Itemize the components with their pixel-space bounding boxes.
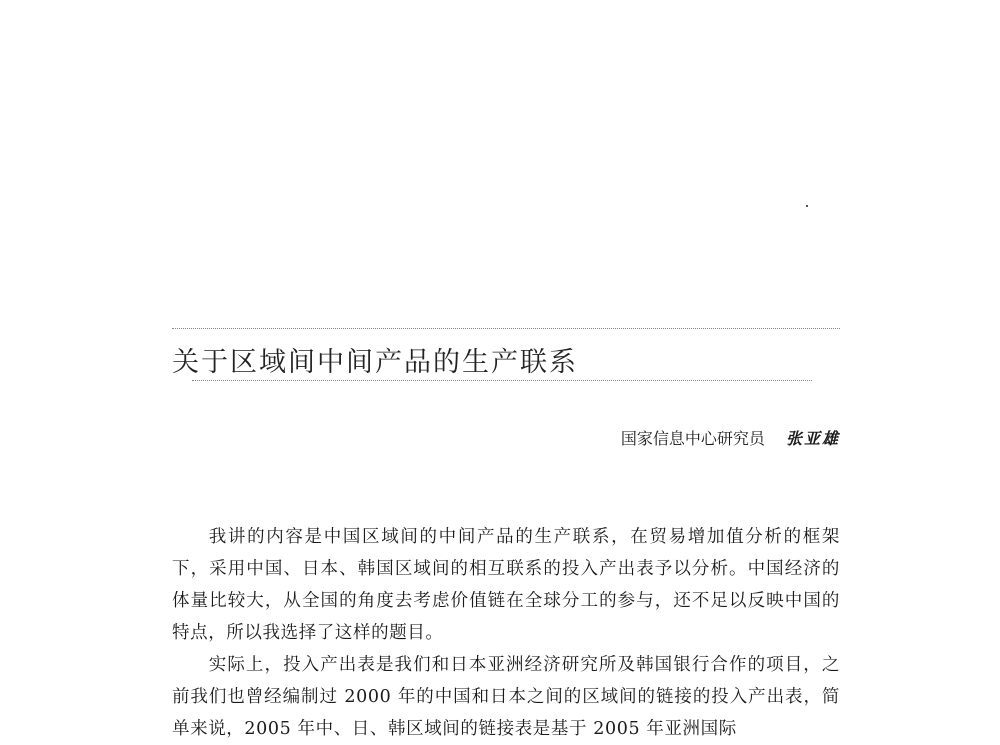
author-affiliation: 国家信息中心研究员	[620, 429, 765, 448]
paragraph-1: 我讲的内容是中国区域间的中间产品的生产联系，在贸易增加值分析的框架下，采用中国、日本、韩国区域间的相互联系的投入产出表予以分析。中国经济的体量比较大，从全国的角度去考虑价值链在全球分工的参与，还不足以反映中国的特点，所以我选择了这样的题目。	[172, 527, 840, 643]
scan-speck	[806, 205, 808, 207]
article-body	[172, 521, 840, 745]
title-rule-top	[172, 328, 840, 329]
title-rule-bottom	[192, 380, 812, 381]
article-title: 关于区域间中间产品的生产联系	[172, 347, 578, 378]
author-name: 张亚雄	[785, 429, 840, 448]
byline	[621, 426, 840, 449]
paragraph-2: 实际上，投入产出表是我们和日本亚洲经济研究所及韩国银行合作的项目，之前我们也曾经编制过 2000 年的中国和日本之间的区域间的链接的投入产出表，简单来说，2005 年中、日、韩区域间的链接表是基于 2005 年亚洲国际	[172, 655, 840, 739]
